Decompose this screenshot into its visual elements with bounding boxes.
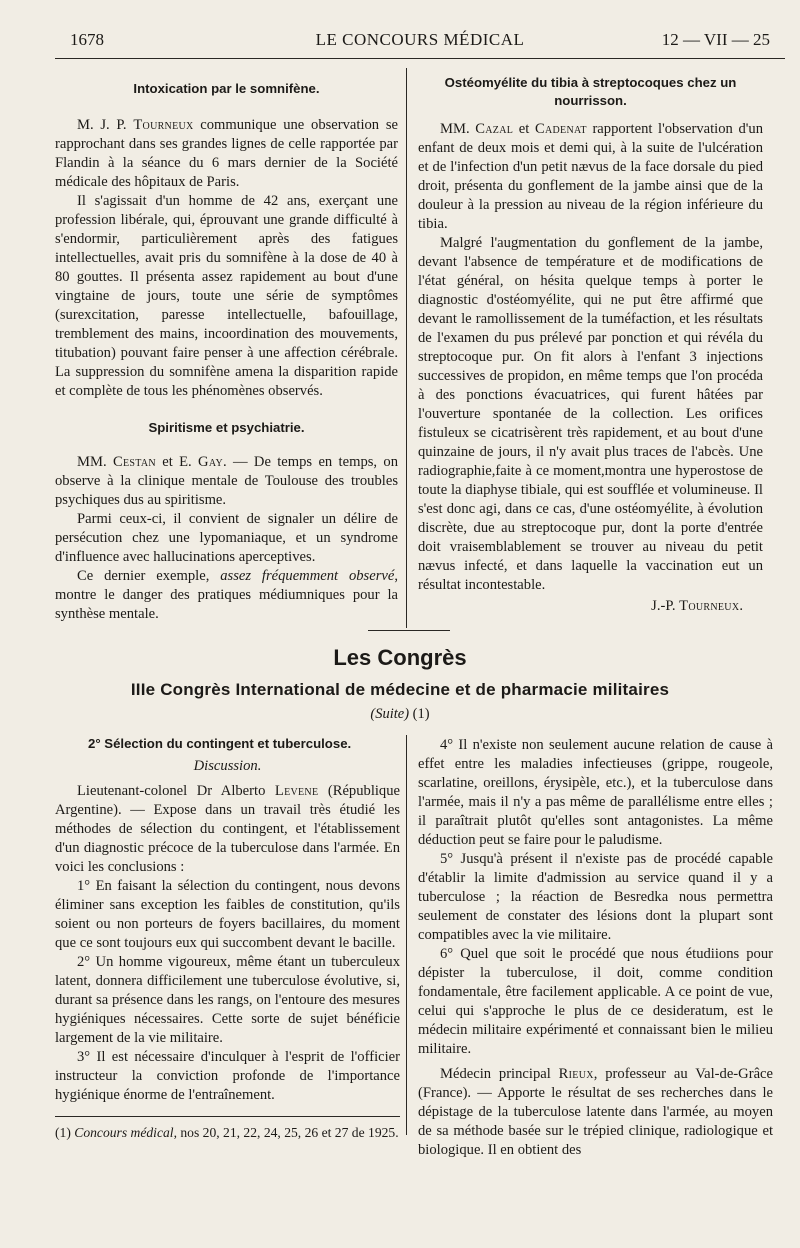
footnote-rule [55,1116,400,1117]
author-name: Cadenat [534,121,587,137]
footnote: (1) Concours médical, nos 20, 21, 22, 24, 25, 26 et 27 de 1925. [55,1125,399,1140]
section-title-osteomyelite: Ostéomyélite du tibia à streptocoques chez un nourrisson. [444,75,737,108]
author-name: Levene [274,783,319,799]
emphasis: assez fréquemment observé [220,568,395,584]
congress-subtitle: IIIe Congrès International de médecine et de pharmacie militaires [130,680,670,699]
paragraph: Il s'agissait d'un homme de 42 ans, exerçant une profession libérale, qui, éprouvant une grande difficulté à s'endormir, particulièrement après des fatigues intellectuelles, avait pris du somnifène à la dose de 40 à 80 gouttes. Il présenta assez rapidement au bout d'une vingtaine de jours, toute une série de symptômes (surexcitation, paresse intellectuelle, bafouillage, tremblement des mains, incoordination des mouvements, titubation) pouvant faire penser à une affection cérébrale. La suppression du somnifène amena la disparition rapide et complète de tous les phénomènes observés. [55,193,398,399]
right-column-top [418,74,763,616]
subsection-heading: 2° Sélection du contingent et tuberculose. [88,736,352,751]
paragraph: M. J. P. Tourneux communique une observation se rapprochant dans ses grandes lignes de celle rapportée par Flandin à la séance du 6 mars dernier de la Société médicale des hôpitaux de Paris. [55,117,399,190]
column-divider [406,68,407,628]
discussion-label: Discussion. [193,758,262,774]
paragraph: Parmi ceux-ci, il convient de signaler un délire de persécution chez une lypomaniaque, et un syndrome d'influence avec hallucinations aperceptives. [55,511,398,565]
continuation-note: (Suite) (1) [370,706,430,722]
section-heading-congres: Les Congrès [333,645,467,670]
signature: J.-P. Tourneux. [651,598,743,614]
conclusion-2: 2° Un homme vigoureux, même étant un tuberculeux latent, donnera difficilement une tuberculose évolutive, si, durant sa présence dans les rangs, on l'entoure des mesures hygiéniques nécessaires. Cette sorte de sujet bénéficie largement de la vie militaire. [55,954,400,1046]
issue-date: 12 — VII — 25 [661,30,770,49]
conclusion-3: 3° Il est nécessaire d'inculquer à l'esprit de l'officier instructeur la conviction profonde de l'importance hygiénique énorme de l'entraînement. [55,1049,400,1103]
paragraph: MM. Cestan et E. Gay. — De temps en temps, on observe à la clinique mentale de Toulouse des troubles psychiques dus au spiritisme. [55,454,398,508]
page-number: 1678 [70,30,104,49]
paragraph: MM. Cazal et Cadenat rapportent l'observation d'un enfant de deux mois et demi qui, à la suite de l'ulcération et de l'infection d'un petit nævus de la face dorsale du pied droit, présenta du gonflement de la jambe ainsi que de la douleur à la pression au niveau de la région inférieure du tibia. [418,121,763,232]
left-column-top [55,80,398,624]
section-rule [368,630,450,631]
conclusion-6: 6° Quel que soit le procédé que nous étudiions pour dépister la tuberculose, il doit, comme condition fondamentale, être facilement applicable. A ce point de vue, celui qui s'approche le plus de ce desideratum, est le médecin militaire expérimenté et connaissant bien le milieu militaire. [418,946,773,1057]
author-name: Cazal [475,121,514,137]
paragraph: Médecin principal Rieux, professeur au Val-de-Grâce (France). — Apporte le résultat de ses recherches dans le dépistage de la tuberculose latente dans l'armée, au moyen de sa méthode basée sur le trépied clinique, radiologique et biologique. Il en obtient des [418,1066,773,1158]
right-column-bottom [418,736,773,1160]
author-name: Gay [198,454,223,470]
header-rule [55,58,785,59]
column-divider [406,735,407,1135]
running-header [70,30,770,54]
paragraph: Ce dernier exemple, assez fréquemment observé, montre le danger des pratiques médiumniques pour la synthèse mentale. [55,568,398,622]
author-name: Tourneux [133,117,194,133]
journal-title: LE CONCOURS MÉDICAL [315,30,525,49]
section-title-spiritisme: Spiritisme et psychiatrie. [148,420,305,435]
section-title-somnifene: Intoxication par le somnifène. [133,81,320,96]
paragraph: Malgré l'augmentation du gonflement de la jambe, devant l'absence de température et de modifications de l'état général, on hésita quelque temps à porter le diagnostic d'ostéomyélite, qui ne put être affirmé que devant le ramollissement de la tuméfaction, et les résultats de l'examen du pus prélevé par ponction et qui révéla du streptocoque pur. On fit alors à l'enfant 3 injections successives de propidon, en même temps que l'on procéda à des ponctions évacuatrices, qui furent hâtées par l'ouverture spontanée de la collection. Les orifices fistuleux se cicatrisèrent très rapidement, et au bout d'une quinzaine de jours, il n'y avait plus traces de l'abcès. Une radiographie,faite à ce moment,montra une hyperostose de toute la diaphyse tibiale, qui est soufflée et volumineuse. Il s'est donc agi, dans ce cas, d'une ostéomyélite, à évolution discrète, due au streptocoque pur, dont la porte d'entrée doit vraisemblablement se trouver au niveau du petit nævus infecté, et dans laquelle la vaccination eut un résultat incontestable. [418,235,763,593]
conclusion-1: 1° En faisant la sélection du contingent, nous devons éliminer sans exception les faibles de constitution, qu'ils soient ou non porteurs de foyers bacillaires, du moment que ce sont toujours eux qui succombent devant le bacille. [55,878,400,951]
left-column-bottom [55,735,400,1105]
author-name: Cestan [112,454,156,470]
author-name: Rieux [558,1066,594,1082]
conclusion-5: 5° Jusqu'à présent il n'existe pas de procédé capable d'établir la limite d'admission au service quand il y a tuberculose ; la réaction de Besredka nous permettra seulement de constater des lésions dont la plupart sont compatibles avec la vie militaire. [418,851,773,943]
paragraph: Lieutenant-colonel Dr Alberto Levene (République Argentine). — Expose dans un travail très étudié les méthodes de sélection du contingent, et l'établissement d'un diagnostic précoce de la tuberculose dans l'armée. En voici les conclusions : [55,783,400,875]
conclusion-4: 4° Il n'existe non seulement aucune relation de cause à effet entre les maladies infectieuses (grippe, rougeole, scarlatine, oreillons, érysipèle, etc.), et la tuberculose dans l'armée, mais il n'y a pas même de parallélisme entre elles ; il paraîtrait plutôt qu'elles sont antagonistes. La même déduction peut se faire pour le paludisme. [418,737,773,848]
